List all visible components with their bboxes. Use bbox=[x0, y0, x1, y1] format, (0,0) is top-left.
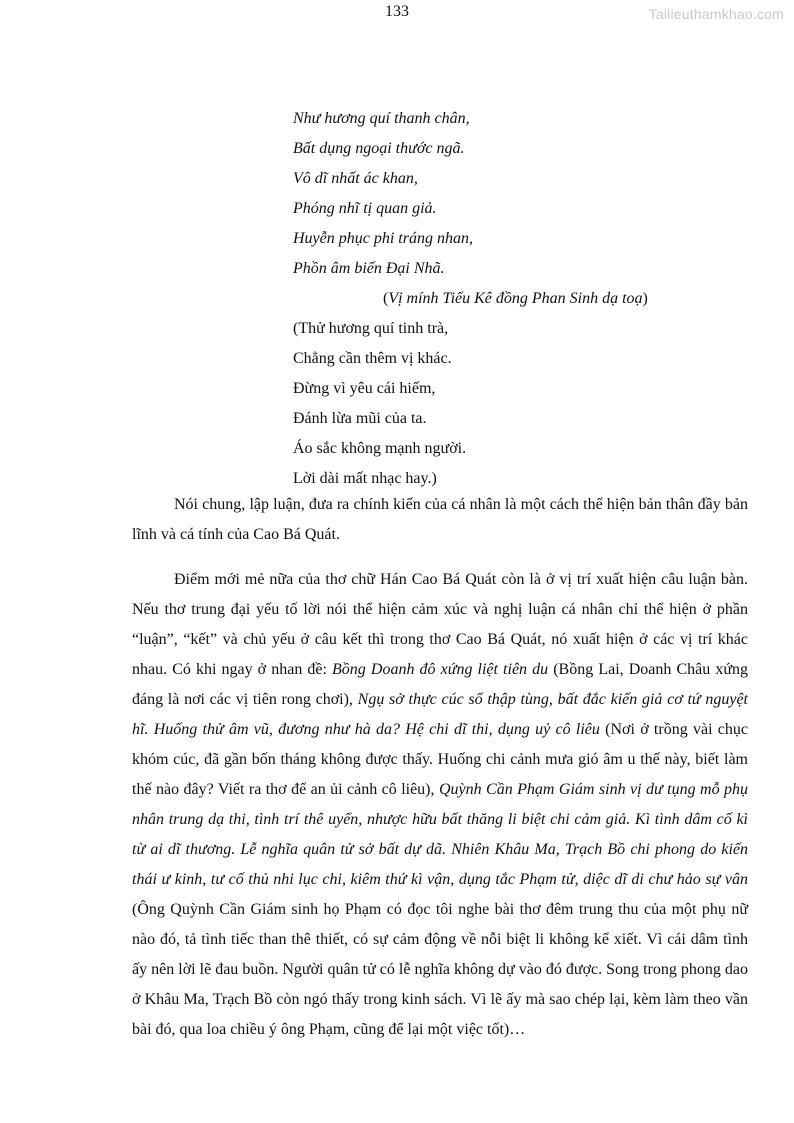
poem-original-line: Vô dĩ nhất ác khan, bbox=[293, 170, 418, 187]
italic-title: Quỳnh Cần Phạm Giám sinh vị dư tụng mỗ phụ nhân trung dạ thi, tình trí thê uyển, nhược hữu bất thăng li biệt chi cảm giả. Kì tình dâm cố kì từ ai dĩ thương. Lễ nghĩa quân tử sở bất dự dã. Nhiên Khâu Ma, Trạch Bồ chi phong do kiến thái ư kinh, tư cố thủ nhi lục chi, kiêm thứ kì vận, dụng tắc Phạm tử, diệc dĩ di chư hảo sự vân bbox=[132, 781, 749, 888]
poem-translation-line: Lời dài mất nhạc hay.) bbox=[293, 470, 437, 487]
paragraph-text: (Ông Quỳnh Cần Giám sinh họ Phạm có đọc tôi nghe bài thơ đêm trung thu của một phụ nữ nào đó, tả tình tiếc than thê thiết, có sự cảm động về nỗi biệt li không kể xiết. Vì cái dâm tình ấy nên lời lẽ đau buồn. Người quân tử có lễ nghĩa không dự vào đó được. Song trong phong dao ở Khâu Ma, Trạch Bồ còn ngó thấy trong kinh sách. Vì lẽ ấy mà sao chép lại, kèm làm theo vần bài đó, qua loa chiều ý ông Phạm, cũng để lại một việc tốt)… bbox=[132, 901, 748, 1038]
paragraph-text: (Bồng Lai, Doanh Châu xứng đáng là nơi các vị tiên rong chơi), bbox=[132, 661, 748, 708]
poem-translation-line: (Thử hương quí tinh trà, bbox=[293, 320, 449, 337]
paragraph-analysis bbox=[132, 565, 748, 1045]
poem-title: Vị mính Tiểu Kê đồng Phan Sinh dạ toạ bbox=[388, 290, 643, 307]
poem-original-line: Phóng nhĩ tị quan giả. bbox=[293, 200, 437, 217]
poem-caption bbox=[293, 284, 648, 314]
paragraph-text: Điểm mới mẻ nữa của thơ chữ Hán Cao Bá Quát còn là ở vị trí xuất hiện câu luận bàn. Nếu thơ trung đại yếu tố lời nói thể hiện cảm xúc và nghị luận cá nhân chỉ thể hiện ở phần “luận”, “kết” và chủ yếu ở câu kết thì trong thơ Cao Bá Quát, nó xuất hiện ở các vị trí khác nhau. Có khi ngay ở nhan đề: bbox=[132, 571, 748, 678]
poem-block bbox=[293, 104, 648, 494]
poem-translation-line: Đừng vì yêu cái hiếm, bbox=[293, 380, 436, 397]
poem-translation-line: Đánh lừa mũi của ta. bbox=[293, 410, 427, 427]
page-number: 133 bbox=[385, 3, 409, 20]
paragraph-summary: Nói chung, lập luận, đưa ra chính kiến của cá nhân là một cách thể hiện bản thân đầy bản lĩnh và cá tính của Cao Bá Quát. bbox=[132, 496, 748, 543]
paragraph-text: (Nơi ở trồng vài chục khóm cúc, đã gần bốn tháng không được thấy. Huống chi cảnh mưa gió âm u thế này, biết làm thế nào đây? Viết ra thơ để an ủi cảnh cô liêu), bbox=[132, 721, 748, 798]
italic-title: Bồng Doanh đô xứng liệt tiên du bbox=[332, 661, 549, 678]
caption-open-paren: ( bbox=[383, 290, 389, 307]
poem-translation-line: Chẳng cần thêm vị khác. bbox=[293, 350, 452, 367]
poem-translation-line: Áo sắc không mạnh người. bbox=[293, 440, 467, 457]
italic-title: Ngụ sở thực cúc sổ thập tùng, bất đắc kiến giả cơ tứ nguyệt hĩ. Huống thử âm vũ, đương như hà da? Hệ chi dĩ thi, dụng uỷ cô liêu bbox=[132, 691, 748, 738]
poem-original-line: Bất dụng ngoại thước ngã. bbox=[293, 140, 465, 157]
poem-original-line: Như hương quí thanh chân, bbox=[293, 110, 470, 127]
caption-close-paren: ) bbox=[642, 290, 648, 307]
poem-original-line: Phồn âm biến Đại Nhã. bbox=[293, 260, 445, 277]
watermark: Tailieuthamkhao.com bbox=[648, 6, 784, 22]
body-text bbox=[132, 490, 748, 1045]
poem-original-line: Huyễn phục phi tráng nhan, bbox=[293, 230, 473, 247]
